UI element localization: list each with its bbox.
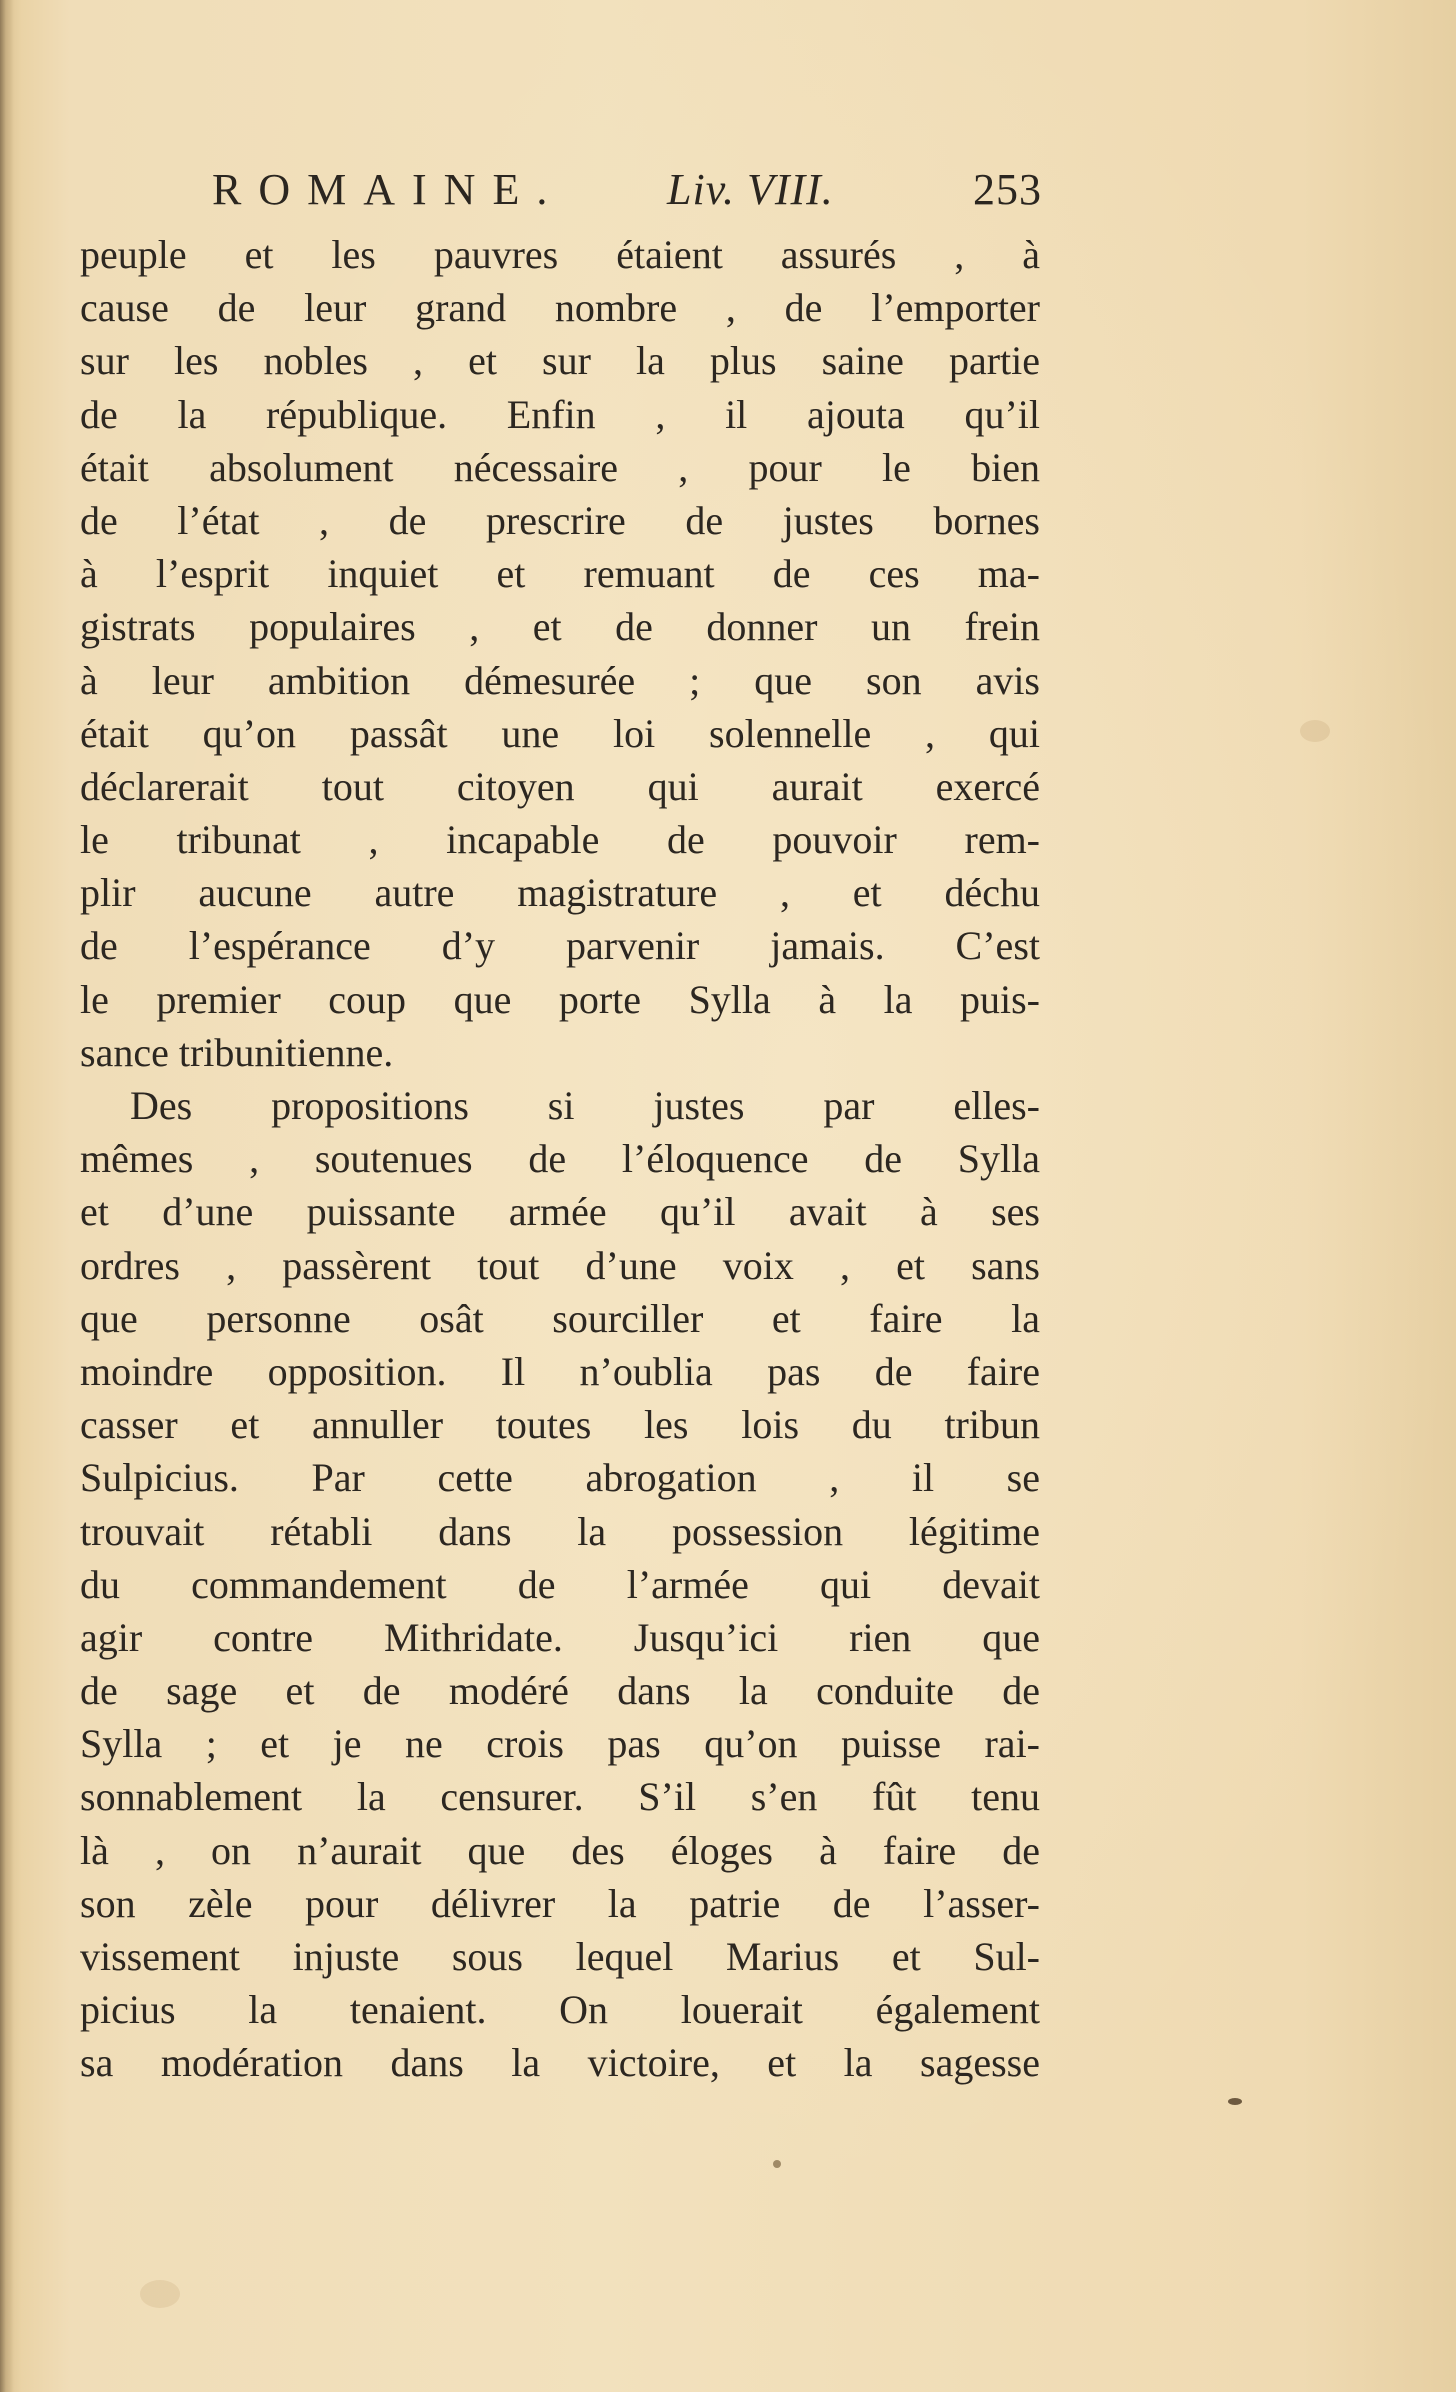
text-line: le premier coup que porte Sylla à la puis- xyxy=(80,976,1040,1022)
text-line: sur les nobles , et sur la plus saine partie xyxy=(80,338,1040,384)
text-line: gistrats populaires , et de donner un frein xyxy=(80,604,1040,650)
body-text xyxy=(80,228,1040,2090)
paragraph-end-line: sance tribunitienne. xyxy=(80,1029,394,1075)
text-line: de la république. Enfin , il ajouta qu’il xyxy=(80,391,1040,437)
text-line: ordres , passèrent tout d’une voix , et sans xyxy=(80,1242,1040,1288)
text-line: à l’esprit inquiet et remuant de ces ma- xyxy=(80,551,1040,597)
text-line: était absolument nécessaire , pour le bien xyxy=(80,444,1040,490)
text-line: de sage et de modéré dans la conduite de xyxy=(80,1668,1040,1714)
text-line: que personne osât sourciller et faire la xyxy=(80,1295,1040,1341)
section-label: Liv. VIII. xyxy=(667,165,834,214)
text-line: à leur ambition démesurée ; que son avis xyxy=(80,657,1040,703)
ink-speck xyxy=(1228,2098,1242,2105)
text-line: mêmes , soutenues de l’éloquence de Sylla xyxy=(80,1136,1040,1182)
text-line: Sulpicius. Par cette abrogation , il se xyxy=(80,1455,1040,1501)
text-line: moindre opposition. Il n’oublia pas de faire xyxy=(80,1348,1040,1394)
foxing-spot xyxy=(1300,720,1330,742)
text-line: et d’une puissante armée qu’il avait à ses xyxy=(80,1189,1040,1235)
text-line: sa modération dans la victoire, et la sagesse xyxy=(80,2040,1040,2086)
text-line: plir aucune autre magistrature , et déchu xyxy=(80,870,1040,916)
paragraph-start-line: Des propositions si justes par elles- xyxy=(130,1083,1040,1128)
text-line: casser et annuller toutes les lois du tribun xyxy=(80,1402,1040,1448)
text-line: déclarerait tout citoyen qui aurait exercé xyxy=(80,763,1040,809)
text-line: était qu’on passât une loi solennelle , qui xyxy=(80,710,1040,756)
text-line: cause de leur grand nombre , de l’emporter xyxy=(80,285,1040,331)
text-line: de l’espérance d’y parvenir jamais. C’est xyxy=(80,923,1040,969)
page-gutter-shadow xyxy=(0,0,14,2392)
text-line: de l’état , de prescrire de justes bornes xyxy=(80,497,1040,543)
running-title: ROMAINE. xyxy=(212,165,565,214)
running-header xyxy=(212,155,1042,225)
text-line: Sylla ; et je ne crois pas qu’on puisse rai- xyxy=(80,1721,1040,1767)
text-line: peuple et les pauvres étaient assurés , à xyxy=(80,232,1040,277)
text-line: le tribunat , incapable de pouvoir rem- xyxy=(80,817,1040,863)
page-number: 253 xyxy=(973,165,1042,214)
text-line: son zèle pour délivrer la patrie de l’asser- xyxy=(80,1880,1040,1926)
text-line: vissement injuste sous lequel Marius et Sul- xyxy=(80,1934,1040,1979)
foxing-spot xyxy=(140,2280,180,2308)
text-line: picius la tenaient. On louerait également xyxy=(80,1987,1040,2033)
text-line: du commandement de l’armée qui devait xyxy=(80,1561,1040,1607)
text-line: trouvait rétabli dans la possession légitime xyxy=(80,1508,1040,1554)
text-line: sonnablement la censurer. S’il s’en fût tenu xyxy=(80,1774,1040,1820)
ink-speck xyxy=(773,2160,781,2168)
text-line: agir contre Mithridate. Jusqu’ici rien que xyxy=(80,1614,1040,1660)
text-line: là , on n’aurait que des éloges à faire de xyxy=(80,1827,1040,1873)
